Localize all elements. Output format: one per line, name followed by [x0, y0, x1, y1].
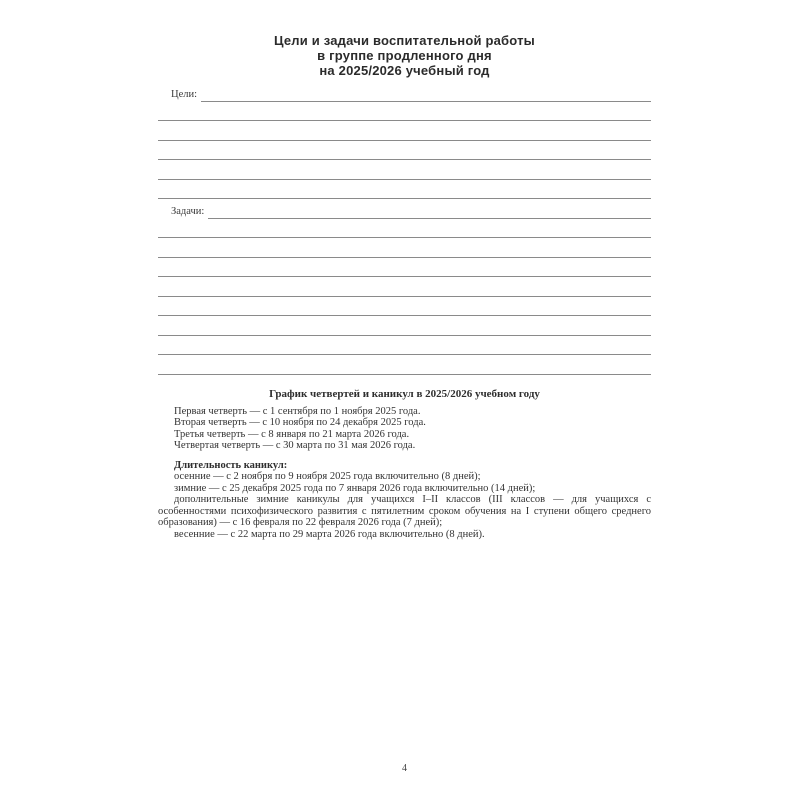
holiday-additional-winter: дополнительные зимние каникулы для учащихся I–II классов (III классов — для учащихся с особенностями психофизического развития с пятилетним сроком обучения на I ступени общего среднего образования) — с 16 февраля по 22 февраля 2026 года (7 дней); [158, 494, 651, 528]
ruled-line [158, 160, 651, 180]
quarter-1: Первая четверть — с 1 сентября по 1 ноября 2025 года. [174, 405, 421, 417]
page-title-line-2: в группе продленного дня [317, 48, 492, 63]
ruled-line [158, 121, 651, 141]
ruled-line [158, 141, 651, 161]
schedule-header: График четвертей и каникул в 2025/2026 учебном году [269, 388, 540, 400]
holiday-autumn: осенние — с 2 ноября по 9 ноября 2025 года включительно (8 дней); [174, 471, 481, 482]
ruled-line [158, 277, 651, 297]
page-title-line-3: на 2025/2026 учебный год [319, 63, 490, 78]
ruled-line [158, 336, 651, 356]
tasks-row [158, 199, 651, 219]
ruled-line [158, 102, 651, 122]
holiday-spring: весенние — с 22 марта по 29 марта 2026 года включительно (8 дней). [174, 528, 485, 540]
goals-label: Цели: [171, 88, 198, 100]
goals-row [158, 82, 651, 102]
page-title [158, 33, 651, 78]
ruled-line [158, 238, 651, 258]
quarter-4: Четвертая четверть — с 30 марта по 31 мая 2026 года. [174, 440, 416, 451]
goals-write-line [201, 81, 651, 102]
ruled-line [158, 258, 651, 278]
holidays-header: Длительность каникул: [174, 459, 288, 471]
ruled-line [158, 180, 651, 200]
schedule-section [158, 389, 651, 540]
quarter-2: Вторая четверть — с 10 ноября по 24 декабря 2025 года. [174, 417, 426, 428]
ruled-line [158, 219, 651, 239]
ruled-line [158, 355, 651, 375]
ruled-line [158, 316, 651, 336]
tasks-write-line [208, 198, 651, 219]
page-number: 4 [402, 763, 407, 774]
holiday-winter: зимние — с 25 декабря 2025 года по 7 января 2026 года включительно (14 дней); [174, 482, 536, 494]
tasks-label: Задачи: [171, 205, 205, 217]
ruled-line [158, 297, 651, 317]
page-title-line-1: Цели и задачи воспитательной работы [274, 33, 535, 48]
write-in-area [158, 82, 651, 375]
quarter-3: Третья четверть — с 8 января по 21 марта 2026 года. [174, 428, 410, 440]
